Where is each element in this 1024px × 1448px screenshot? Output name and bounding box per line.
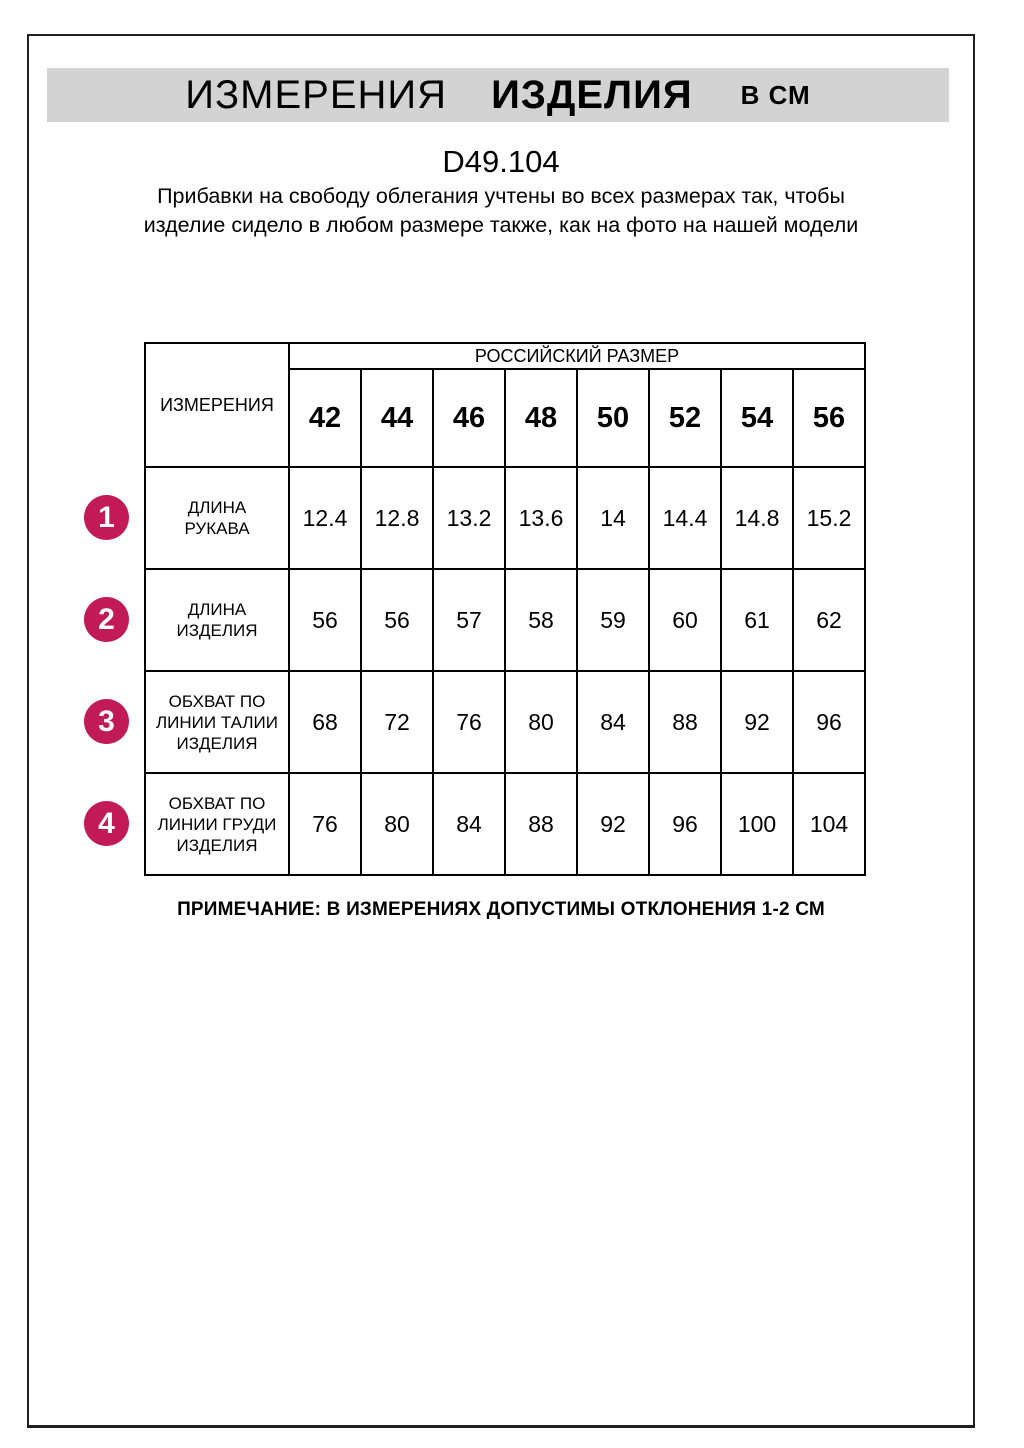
- cell-value: 92: [577, 773, 649, 875]
- cell-value: 76: [433, 671, 505, 773]
- cell-value: 76: [289, 773, 361, 875]
- cell-value: 88: [505, 773, 577, 875]
- product-code: D49.104: [442, 144, 560, 179]
- row-label: ДЛИНА ИЗДЕЛИЯ: [145, 569, 289, 671]
- size-header: 42: [289, 369, 361, 467]
- row-marker-4: [84, 801, 129, 846]
- size-header: 54: [721, 369, 793, 467]
- cell-value: 80: [361, 773, 433, 875]
- cell-value: 104: [793, 773, 865, 875]
- title-product: ИЗДЕЛИЯ: [491, 72, 693, 117]
- cell-value: 15.2: [793, 467, 865, 569]
- size-header: 50: [577, 369, 649, 467]
- row-label: ДЛИНА РУКАВА: [145, 467, 289, 569]
- cell-value: 68: [289, 671, 361, 773]
- cell-value: 56: [361, 569, 433, 671]
- size-header: 48: [505, 369, 577, 467]
- title-units: В СМ: [740, 79, 811, 110]
- cell-value: 61: [721, 569, 793, 671]
- table-row: [145, 569, 865, 671]
- cell-value: 84: [577, 671, 649, 773]
- tolerance-note: ПРИМЕЧАНИЕ: В ИЗМЕРЕНИЯХ ДОПУСТИМЫ ОТКЛОНЕНИЯ 1-2 СМ: [177, 899, 825, 920]
- cell-value: 80: [505, 671, 577, 773]
- row-marker-1: [84, 495, 129, 540]
- cell-value: 14.4: [649, 467, 721, 569]
- table-row: [145, 671, 865, 773]
- row-marker-4-number: 4: [98, 806, 115, 840]
- cell-value: 12.8: [361, 467, 433, 569]
- row-marker-3: [84, 699, 129, 744]
- table-row: [145, 467, 865, 569]
- cell-value: 84: [433, 773, 505, 875]
- title-measurements: ИЗМЕРЕНИЯ: [185, 72, 448, 117]
- page-border-frame: [27, 34, 975, 1428]
- cell-value: 100: [721, 773, 793, 875]
- cell-value: 92: [721, 671, 793, 773]
- cell-value: 62: [793, 569, 865, 671]
- table-group-header-row: [145, 343, 865, 369]
- table-row: [145, 773, 865, 875]
- cell-value: 96: [793, 671, 865, 773]
- size-header: 52: [649, 369, 721, 467]
- measurements-table: [144, 342, 866, 876]
- title-band: [47, 68, 949, 122]
- row-label: ОБХВАТ ПО ЛИНИИ ГРУДИ ИЗДЕЛИЯ: [145, 773, 289, 875]
- cell-value: 14: [577, 467, 649, 569]
- cell-value: 56: [289, 569, 361, 671]
- size-header: 56: [793, 369, 865, 467]
- cell-value: 57: [433, 569, 505, 671]
- cell-value: 59: [577, 569, 649, 671]
- size-header: 46: [433, 369, 505, 467]
- cell-value: 96: [649, 773, 721, 875]
- cell-value: 60: [649, 569, 721, 671]
- cell-value: 14.8: [721, 467, 793, 569]
- row-label: ОБХВАТ ПО ЛИНИИ ТАЛИИ ИЗДЕЛИЯ: [145, 671, 289, 773]
- cell-value: 13.2: [433, 467, 505, 569]
- row-marker-1-number: 1: [98, 500, 115, 534]
- row-marker-2-number: 2: [98, 602, 115, 636]
- row-marker-2: [84, 597, 129, 642]
- cell-value: 58: [505, 569, 577, 671]
- table-group-header: РОССИЙСКИЙ РАЗМЕР: [289, 343, 865, 369]
- table-corner-header: ИЗМЕРЕНИЯ: [145, 343, 289, 467]
- cell-value: 12.4: [289, 467, 361, 569]
- row-marker-3-number: 3: [98, 704, 115, 738]
- size-header: 44: [361, 369, 433, 467]
- cell-value: 72: [361, 671, 433, 773]
- fit-description: Прибавки на свободу облегания учтены во всех размерах так, чтобы изделие сидело в любом размере также, как на фото на нашей модели: [143, 184, 859, 237]
- cell-value: 13.6: [505, 467, 577, 569]
- cell-value: 88: [649, 671, 721, 773]
